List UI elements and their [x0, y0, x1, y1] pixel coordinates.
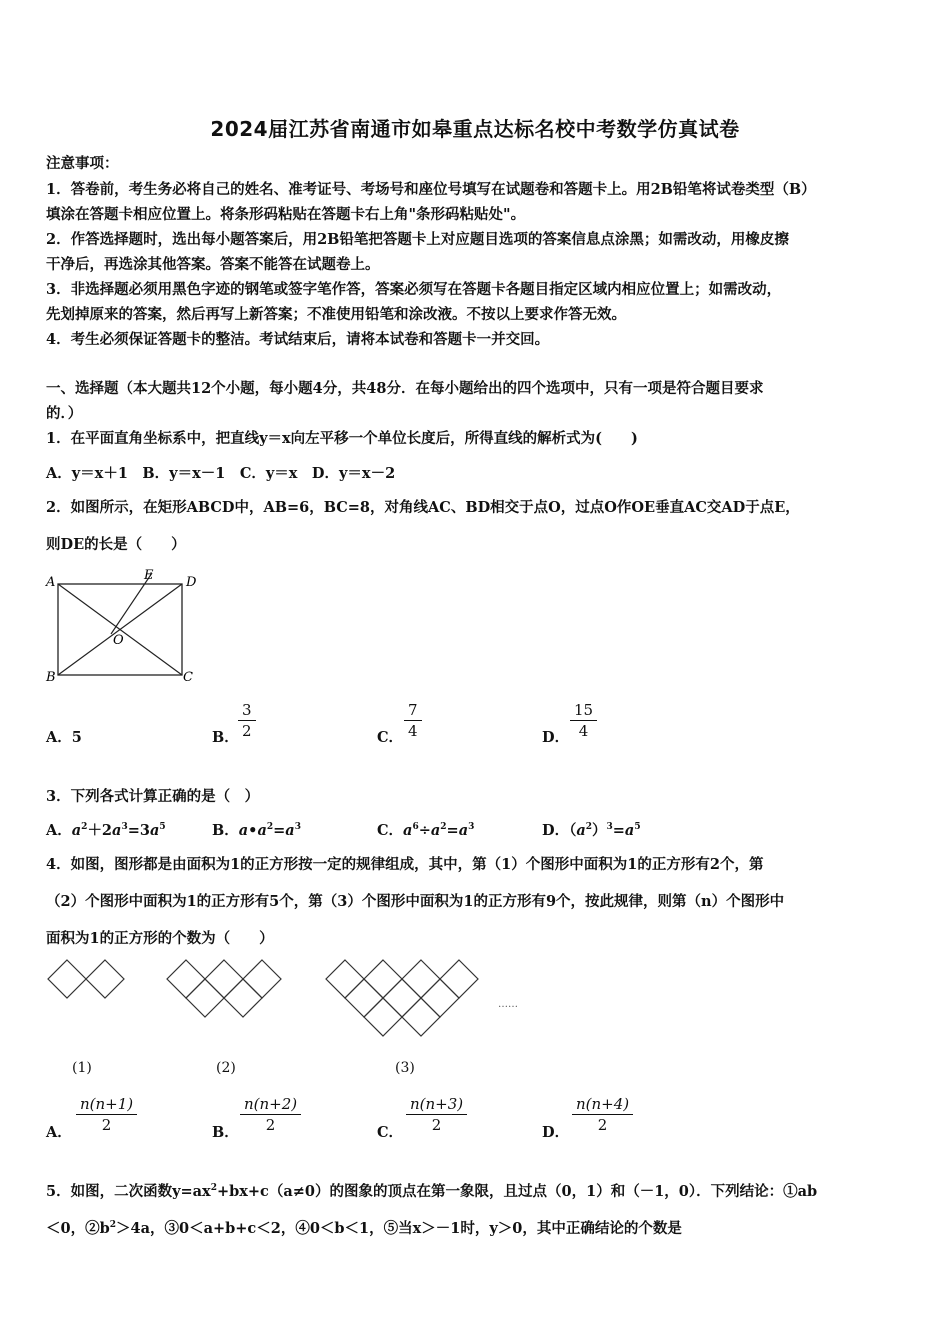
q4-stem-line-2: （2）个图形中面积为1的正方形有5个，第（3）个图形中面积为1的正方形有9个，按此规律，则第（n）个图形中	[46, 893, 785, 910]
pattern-ellipsis: ……	[498, 999, 518, 1010]
q5-stem-part: +bx+c（a≠0）的图象的顶点在第一象限，且过点（0，1）和（－1，0）．下列结论：①ab	[216, 1183, 818, 1200]
q2-stem-line-1: 2．如图所示，在矩形ABCD中，AB=6，BC=8，对角线AC、BD相交于点O，过点O作OE垂直AC交AD于点E，	[46, 499, 800, 516]
fraction-bar	[572, 1114, 633, 1115]
fraction-bar	[406, 1114, 467, 1115]
fraction-bar	[404, 720, 422, 721]
notice-line-5: 3．非选择题必须用黑色字迹的钢笔或签字笔作答，答案必须写在答题卡各题目指定区域内相应位置上；如需改动，	[46, 281, 782, 298]
q5-stem-line-2	[46, 1217, 682, 1238]
label-e: E	[144, 568, 154, 583]
fraction-denominator: 4	[408, 722, 418, 740]
page-title: 2024届江苏省南通市如皋重点达标名校中考数学仿真试卷	[210, 117, 740, 141]
notice-line-6: 先划掉原来的答案，然后再写上新答案；不准使用铅笔和涂改液。不按以上要求作答无效。	[46, 306, 626, 323]
rectangle-diagram	[40, 564, 210, 688]
q4-stem-line-3: 面积为1的正方形的个数为（ ）	[46, 930, 274, 947]
fraction-numerator: n(n+3)	[410, 1095, 464, 1113]
q4-fraction-d	[572, 1095, 633, 1134]
q2-option-a: A．5	[46, 729, 82, 746]
q5-stem-part: ＜0，②b	[46, 1220, 110, 1237]
pattern-1	[48, 960, 124, 998]
fraction-bar	[570, 720, 597, 721]
q4-fraction-a	[76, 1095, 137, 1134]
q4-option-d: D．	[542, 1124, 570, 1141]
pattern-3	[326, 960, 478, 1036]
notice-heading: 注意事项：	[46, 155, 119, 172]
fraction-denominator: 2	[597, 1116, 608, 1134]
q3-stem: 3．下列各式计算正确的是（ ）	[46, 788, 260, 805]
label-c: C	[183, 670, 193, 685]
label-a: A	[46, 575, 56, 590]
q4-fraction-c	[406, 1095, 467, 1134]
fraction-denominator: 2	[101, 1116, 112, 1134]
notice-line-2: 填涂在答题卡相应位置上。将条形码粘贴在答题卡右上角"条形码粘贴处"。	[46, 206, 526, 223]
q5-stem-part: 5．如图，二次函数y=ax	[46, 1183, 211, 1200]
pattern-caption-3: (3)	[395, 1060, 415, 1076]
notice-line-3: 2．作答选择题时，选出每小题答案后，用2B铅笔把答题卡上对应题目选项的答案信息点涂黑；如需改动，用橡皮擦	[46, 231, 789, 248]
pattern-2	[167, 960, 281, 1017]
fraction-denominator: 4	[578, 722, 589, 740]
section-heading-line-2: 的．）	[46, 405, 83, 422]
q4-option-a: A．	[46, 1124, 72, 1141]
fraction-numerator: 3	[242, 701, 252, 719]
q4-option-c: C．	[377, 1124, 404, 1141]
q1-options: A．y＝x＋1 B．y＝x－1 C．y＝x D．y＝x－2	[46, 465, 396, 482]
q3-option-d: D．$(a^2)^3=a^5$	[542, 822, 641, 839]
label-o: O	[113, 633, 124, 648]
option-label: D．	[542, 822, 570, 839]
label-d: D	[186, 575, 197, 590]
q1-stem: 1．在平面直角坐标系中，把直线y＝x向左平移一个单位长度后，所得直线的解析式为( )	[46, 430, 638, 447]
option-label: B．	[212, 822, 239, 839]
fraction-numerator: 15	[574, 701, 594, 719]
q2-fraction-c	[404, 701, 422, 740]
q4-option-b: B．	[212, 1124, 239, 1141]
fraction-numerator: n(n+1)	[80, 1095, 134, 1113]
q2-option-b: B．	[212, 729, 239, 746]
option-label: A．	[46, 822, 72, 839]
q2-option-d: D．	[542, 729, 570, 746]
pattern-caption-2: (2)	[216, 1060, 236, 1076]
section-heading-line-1: 一、选择题（本大题共12个小题，每小题4分，共48分．在每小题给出的四个选项中，只有一项是符合题目要求	[46, 380, 764, 397]
q2-stem-line-2: 则DE的长是（ ）	[46, 536, 186, 553]
q2-option-c: C．	[377, 729, 404, 746]
superscript: 2	[210, 1183, 217, 1194]
fraction-denominator: 2	[265, 1116, 276, 1134]
fraction-numerator: n(n+4)	[576, 1095, 630, 1113]
fraction-denominator: 2	[431, 1116, 442, 1134]
square-pattern-diagram	[40, 955, 540, 1055]
q2-fraction-d	[570, 701, 597, 740]
fraction-denominator: 2	[242, 722, 252, 740]
notice-line-1: 1．答卷前，考生务必将自己的姓名、准考证号、考场号和座位号填写在试题卷和答题卡上。用2B铅笔将试卷类型（B）	[46, 181, 816, 198]
q5-stem-part: ＞4a，③0＜a+b+c＜2，④0＜b＜1，⑤当x＞－1时，y＞0，其中正确结论的个数是	[116, 1220, 682, 1237]
q2-fraction-b	[238, 701, 256, 740]
fraction-bar	[76, 1114, 137, 1115]
notice-line-4: 干净后，再选涂其他答案。答案不能答在试题卷上。	[46, 256, 380, 273]
fraction-bar	[238, 720, 256, 721]
q4-fraction-b	[240, 1095, 301, 1134]
fraction-numerator: 7	[408, 701, 418, 719]
q5-stem-line-1	[46, 1180, 817, 1201]
q3-option-c: C．$a^6\div a^2=a^3$	[377, 822, 475, 839]
pattern-caption-1: (1)	[72, 1060, 92, 1076]
label-b: B	[46, 670, 56, 685]
notice-line-7: 4．考生必须保证答题卡的整洁。考试结束后，请将本试卷和答题卡一并交回。	[46, 331, 550, 348]
fraction-numerator: n(n+2)	[244, 1095, 298, 1113]
superscript: 2	[109, 1220, 116, 1231]
q4-stem-line-1: 4．如图，图形都是由面积为1的正方形按一定的规律组成，其中，第（1）个图形中面积为1的正方形有2个，第	[46, 856, 764, 873]
q3-option-b: B．$a•a^2=a^3$	[212, 822, 301, 839]
fraction-bar	[240, 1114, 301, 1115]
option-label: C．	[377, 822, 404, 839]
q3-option-a: A．$a^2+2a^3=3a^5$	[46, 822, 166, 839]
